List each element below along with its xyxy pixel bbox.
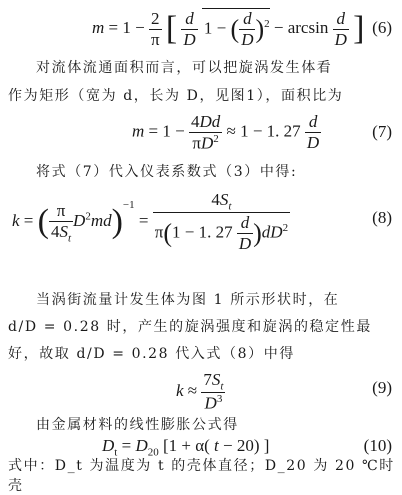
equation-8: k = ( $\frac{\pi}{4S_t}$ $D^2md)^{-1}$ = $4S_t$ π(1 − 1. 27 $\frac{d}{D}$ )$dD^2$ — [12, 190, 289, 254]
equation-8-row — [0, 188, 402, 260]
equation-6: m = 1 − $\frac{2}{\pi}$ [ $\frac{d}{D}$ 1 − ( $\frac{d}{D}$ )$^2$ − arcsin $\frac{d}{D}$ ] — [92, 8, 365, 49]
paragraph-1-line-2: 作为矩形（宽为 d，长为 D，见图1），面积比为 — [8, 88, 344, 104]
paragraph-3-line-2: d/D = 0.28 时，产生的旋涡强度和旋涡的稳定性最 — [8, 319, 372, 335]
equation-10-number: (10) — [363, 436, 392, 455]
paragraph-4-line-1: 由金属材料的线性膨胀公式得 — [36, 417, 239, 433]
paragraph-5-line-1: 式中：D_t 为温度为 t 的壳体直径；D_20 为 20 ℃时壳 — [8, 458, 395, 494]
equation-10-row — [0, 436, 402, 459]
equation-7-row — [0, 110, 402, 158]
paragraph-2-line-1: 将式（7）代入仪表系数式（3）中得: — [36, 164, 298, 180]
equation-9-row — [0, 368, 402, 414]
equation-7: m = 1 − $\frac{4Dd}{\pi D^2}$ ≈ 1 − 1. 27 $\frac{d}{D}$ — [132, 112, 320, 153]
paragraph-3-line-3: 好，故取 d/D = 0.28 代入式（8）中得 — [8, 346, 295, 362]
equation-9-number: (9) — [372, 378, 392, 397]
paragraph-3-line-1: 当涡街流量计发生体为图 1 所示形状时，在 — [36, 292, 340, 308]
equation-9: k ≈ $\frac{7S_t}{D^3}$ — [176, 370, 224, 414]
equation-10: $D_t = D_{20}$ [1 + α( t − 20) ] — [102, 436, 270, 459]
equation-6-row — [0, 4, 402, 54]
equation-6-number: (6) — [372, 18, 392, 37]
paragraph-1-line-1: 对流体流通面积而言，可以把旋涡发生体看 — [36, 60, 333, 76]
equation-8-number: (8) — [372, 208, 392, 227]
equation-7-number: (7) — [372, 122, 392, 141]
